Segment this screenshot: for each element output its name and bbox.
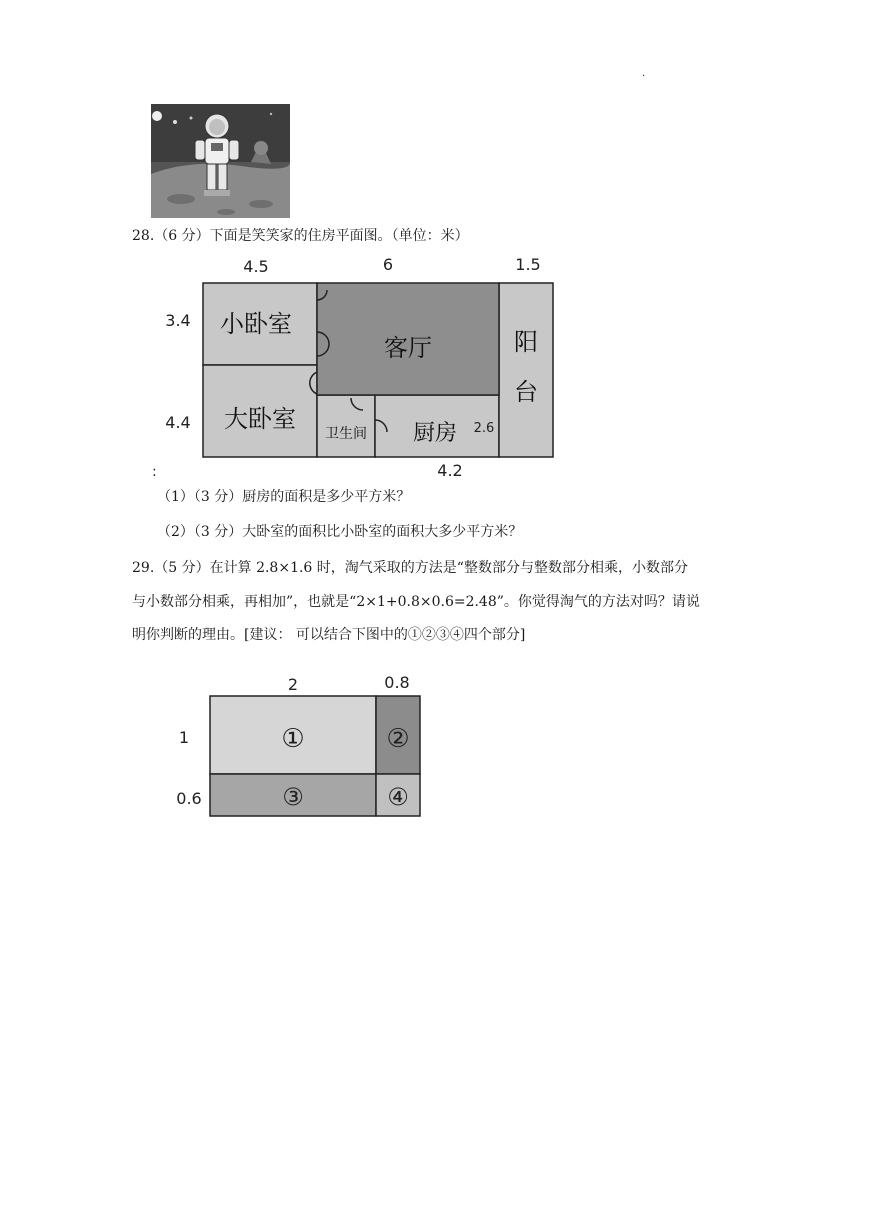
area-model-diagram [165, 668, 435, 828]
dim-top-left: 4.5 [243, 257, 269, 276]
dim-left-top: 3.4 [165, 311, 191, 330]
balcony-room [499, 283, 553, 457]
part-1-label: ① [281, 724, 305, 754]
question-28-title: 28.（6 分）下面是笑笑家的住房平面图。（单位：米） [132, 228, 469, 244]
plan-left-mark: : [152, 464, 157, 480]
dim-kitchen: 2.6 [473, 421, 495, 436]
part-4-label: ④ [387, 783, 409, 811]
dim-left-bottom: 4.4 [165, 413, 191, 432]
dim-top-right: 1.5 [515, 255, 541, 274]
part-2-label: ② [386, 724, 410, 754]
label-bathroom: 卫生间 [325, 426, 367, 442]
corner-mark: . [642, 68, 646, 79]
label-kitchen: 厨房 [412, 421, 458, 446]
question-28-sub2: （2）（3 分）大卧室的面积比小卧室的面积大多少平方米？ [157, 524, 523, 540]
astronaut-picture [151, 104, 290, 218]
grid-label-top-0.8: 0.8 [384, 673, 410, 692]
label-balcony-2: 台 [514, 378, 538, 406]
dim-bottom: 4.2 [437, 461, 463, 480]
label-small-bedroom: 小卧室 [220, 310, 292, 338]
question-28-sub1: （1）（3 分）厨房的面积是多少平方米？ [157, 489, 411, 505]
part-3-label: ③ [282, 783, 304, 811]
label-big-bedroom: 大卧室 [224, 405, 296, 433]
question-29-line2: 与小数部分相乘，再相加”，也就是“2×1+0.8×0.6=2.48”。你觉得淘气的方法对吗？请说 [132, 594, 700, 610]
floor-plan [150, 250, 570, 486]
question-29-line3: 明你判断的理由。[建议： 可以结合下图中的①②③④四个部分] [132, 627, 526, 643]
dim-top-mid: 6 [382, 255, 394, 274]
label-balcony-1: 阳 [514, 328, 538, 356]
label-living-room: 客厅 [384, 334, 432, 362]
grid-label-left-1: 1 [178, 728, 190, 747]
grid-label-top-2: 2 [287, 675, 299, 694]
question-29-line1: 29.（5 分）在计算 2.8×1.6 时，淘气采取的方法是“整数部分与整数部分相乘，小数部分 [132, 560, 688, 576]
grid-label-left-0.6: 0.6 [176, 789, 202, 808]
